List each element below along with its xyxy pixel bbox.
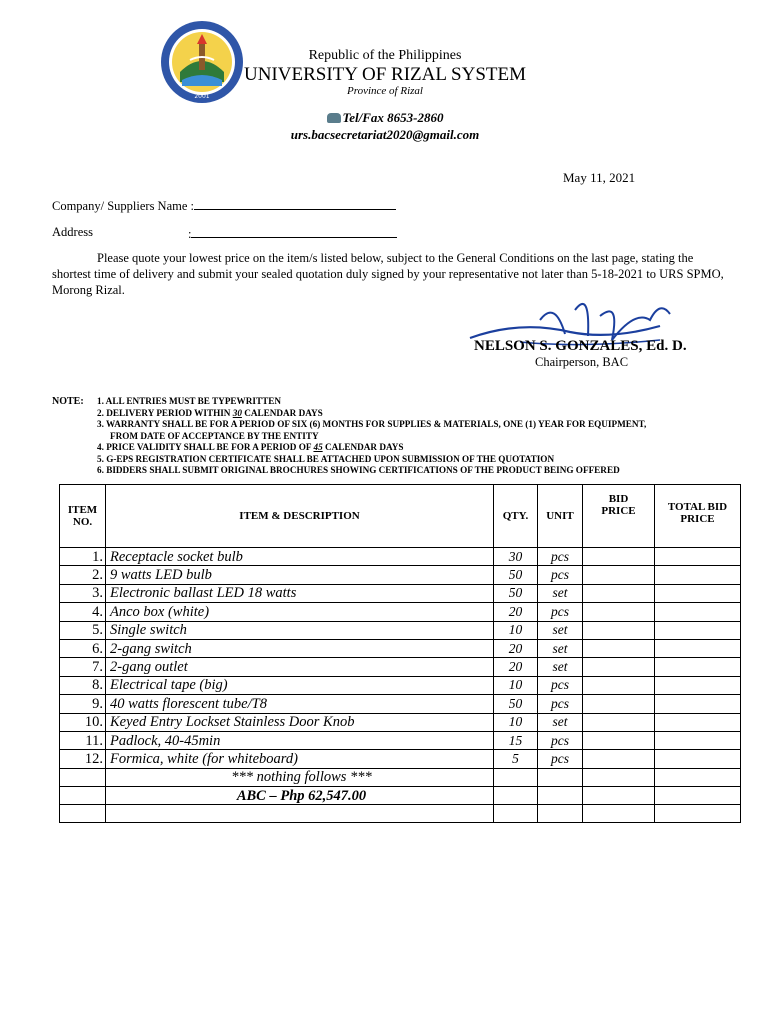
bid-price-cell: [583, 584, 655, 602]
telephone-icon: [327, 113, 341, 123]
empty-cell: [538, 787, 583, 805]
item-no-cell: 1.: [60, 548, 106, 566]
empty-cell: [60, 805, 106, 823]
header-unit: UNIT: [538, 485, 583, 548]
table-header-row: [60, 485, 741, 548]
header-total-bid-price: TOTAL BID PRICE: [655, 485, 741, 548]
item-unit-cell: set: [538, 639, 583, 657]
note-2: 2. DELIVERY PERIOD WITHIN 30 CALENDAR DAYS: [97, 407, 323, 418]
total-bid-price-cell: [655, 566, 741, 584]
item-no-cell: 3.: [60, 584, 106, 602]
item-unit-cell: pcs: [538, 676, 583, 694]
item-qty-cell: 50: [494, 695, 538, 713]
bid-price-cell: [583, 566, 655, 584]
note-1: 1. ALL ENTRIES MUST BE TYPEWRITTEN: [97, 396, 281, 406]
item-no-cell: 7.: [60, 658, 106, 676]
note-label: NOTE:: [52, 396, 84, 407]
item-unit-cell: set: [538, 584, 583, 602]
table-row: [60, 603, 741, 621]
item-unit-cell: pcs: [538, 548, 583, 566]
notes-list: [97, 396, 737, 477]
bid-price-cell: [583, 695, 655, 713]
empty-cell: [583, 768, 655, 786]
province-line: Province of Rizal: [347, 85, 423, 97]
empty-cell: [494, 805, 538, 823]
item-description-cell: 2-gang switch: [106, 639, 494, 657]
total-bid-price-cell: [655, 676, 741, 694]
abc-row: [60, 787, 741, 805]
item-no-cell: 11.: [60, 731, 106, 749]
bid-price-cell: [583, 676, 655, 694]
item-description-cell: Receptacle socket bulb: [106, 548, 494, 566]
signatory-name: NELSON S. GONZALES, Ed. D.: [474, 338, 687, 354]
note-4: 4. PRICE VALIDITY SHALL BE FOR A PERIOD OF 45 CALENDAR DAYS: [97, 442, 404, 452]
item-no-cell: 12.: [60, 750, 106, 768]
header-bid-price: BID PRICE: [583, 485, 655, 548]
item-description-cell: Electronic ballast LED 18 watts: [106, 584, 494, 602]
item-description-cell: Single switch: [106, 621, 494, 639]
total-bid-price-cell: [655, 584, 741, 602]
telfax-text: Tel/Fax 8653-2860: [342, 110, 444, 125]
item-description-cell: 9 watts LED bulb: [106, 566, 494, 584]
university-name: UNIVERSITY OF RIZAL SYSTEM: [243, 64, 526, 85]
bid-price-cell: [583, 639, 655, 657]
item-unit-cell: pcs: [538, 695, 583, 713]
address-blank-line: [191, 225, 397, 238]
item-qty-cell: 20: [494, 658, 538, 676]
empty-cell: [655, 805, 741, 823]
item-unit-cell: set: [538, 713, 583, 731]
items-table: [59, 484, 741, 823]
item-qty-cell: 20: [494, 603, 538, 621]
table-row: [60, 695, 741, 713]
table-row: [60, 548, 741, 566]
bid-price-cell: [583, 603, 655, 621]
table-row: [60, 676, 741, 694]
intro-paragraph: Please quote your lowest price on the item/s listed below, subject to the General Conditions on the last page, stating the shortest time of delivery and submit your sealed quotation duly signed by your representative not later than 5-18-2021 to URS SPMO, Morong Rizal.: [52, 251, 724, 297]
item-no-cell: 2.: [60, 566, 106, 584]
total-bid-price-cell: [655, 639, 741, 657]
nothing-follows-row: [60, 768, 741, 786]
table-row: [60, 750, 741, 768]
empty-cell: [655, 787, 741, 805]
item-description-cell: Keyed Entry Lockset Stainless Door Knob: [106, 713, 494, 731]
telfax-line: [0, 110, 770, 126]
note-5: 5. G-EPS REGISTRATION CERTIFICATE SHALL BE ATTACHED UPON SUBMISSION OF THE QUOTATION: [97, 453, 555, 464]
bid-price-cell: [583, 548, 655, 566]
item-no-cell: 9.: [60, 695, 106, 713]
company-label: Company/ Suppliers Name :: [52, 199, 194, 213]
bid-price-cell: [583, 658, 655, 676]
item-unit-cell: set: [538, 621, 583, 639]
empty-cell: [583, 805, 655, 823]
item-qty-cell: 10: [494, 713, 538, 731]
total-bid-price-cell: [655, 548, 741, 566]
item-no-cell: 10.: [60, 713, 106, 731]
empty-cell: [655, 768, 741, 786]
empty-cell: [494, 787, 538, 805]
total-bid-price-cell: [655, 731, 741, 749]
email-address: urs.bacsecretariat2020@gmail.com: [290, 127, 480, 142]
item-unit-cell: pcs: [538, 750, 583, 768]
item-no-cell: 6.: [60, 639, 106, 657]
table-row: [60, 731, 741, 749]
empty-cell: [60, 787, 106, 805]
item-qty-cell: 10: [494, 676, 538, 694]
item-description-cell: Formica, white (for whiteboard): [106, 750, 494, 768]
company-blank-line: [194, 197, 396, 210]
logo-year: 2001: [194, 93, 210, 100]
nothing-follows-row-text: *** nothing follows ***: [106, 768, 494, 786]
item-description-cell: 2-gang outlet: [106, 658, 494, 676]
company-name-field: [52, 197, 396, 214]
item-no-cell: 4.: [60, 603, 106, 621]
abc-row-text: ABC – Php 62,547.00: [106, 787, 494, 805]
note-6: 6. BIDDERS SHALL SUBMIT ORIGINAL BROCHURES SHOWING CERTIFICATIONS OF THE PRODUCT BEING OFFERED: [97, 465, 620, 475]
republic-line: Republic of the Philippines: [308, 48, 462, 63]
signatory-title: Chairperson, BAC: [535, 355, 629, 369]
item-qty-cell: 5: [494, 750, 538, 768]
item-description-cell: Electrical tape (big): [106, 676, 494, 694]
item-description-cell: 40 watts florescent tube/T8: [106, 695, 494, 713]
document-date: May 11, 2021: [563, 170, 636, 185]
item-qty-cell: 30: [494, 548, 538, 566]
empty-cell: [494, 768, 538, 786]
item-unit-cell: set: [538, 658, 583, 676]
item-no-cell: 5.: [60, 621, 106, 639]
item-unit-cell: pcs: [538, 731, 583, 749]
header-description: ITEM & DESCRIPTION: [106, 485, 494, 548]
empty-cell: [538, 768, 583, 786]
address-colon: :: [188, 227, 192, 241]
total-bid-price-cell: [655, 658, 741, 676]
bid-price-cell: [583, 750, 655, 768]
empty-cell: [583, 787, 655, 805]
bid-price-cell: [583, 731, 655, 749]
item-unit-cell: pcs: [538, 603, 583, 621]
item-no-cell: 8.: [60, 676, 106, 694]
table-row: [60, 566, 741, 584]
address-label: Address: [52, 225, 93, 239]
total-bid-price-cell: [655, 695, 741, 713]
empty-cell: [60, 768, 106, 786]
bid-price-cell: [583, 621, 655, 639]
total-bid-price-cell: [655, 603, 741, 621]
note-3-cont: FROM DATE OF ACCEPTANCE BY THE ENTITY: [110, 430, 319, 441]
note-3: 3. WARRANTY SHALL BE FOR A PERIOD OF SIX (6) MONTHS FOR SUPPLIES & MATERIALS, ONE (1) YEAR FOR EQUIPMENT,: [97, 419, 647, 429]
item-qty-cell: 50: [494, 566, 538, 584]
total-bid-price-cell: [655, 750, 741, 768]
bid-price-cell: [583, 713, 655, 731]
table-row: [60, 713, 741, 731]
table-row: [60, 621, 741, 639]
item-qty-cell: 10: [494, 621, 538, 639]
total-bid-price-cell: [655, 713, 741, 731]
table-row: [60, 639, 741, 657]
header-item-no: ITEM NO.: [60, 485, 106, 548]
item-unit-cell: pcs: [538, 566, 583, 584]
empty-row: [60, 805, 741, 823]
table-row: [60, 584, 741, 602]
item-description-cell: Padlock, 40-45min: [106, 731, 494, 749]
total-bid-price-cell: [655, 621, 741, 639]
item-qty-cell: 20: [494, 639, 538, 657]
table-row: [60, 658, 741, 676]
item-qty-cell: 15: [494, 731, 538, 749]
item-qty-cell: 50: [494, 584, 538, 602]
empty-cell: [538, 805, 583, 823]
address-field: [188, 225, 397, 242]
item-description-cell: Anco box (white): [106, 603, 494, 621]
header-qty: QTY.: [494, 485, 538, 548]
empty-row-text: [106, 805, 494, 823]
